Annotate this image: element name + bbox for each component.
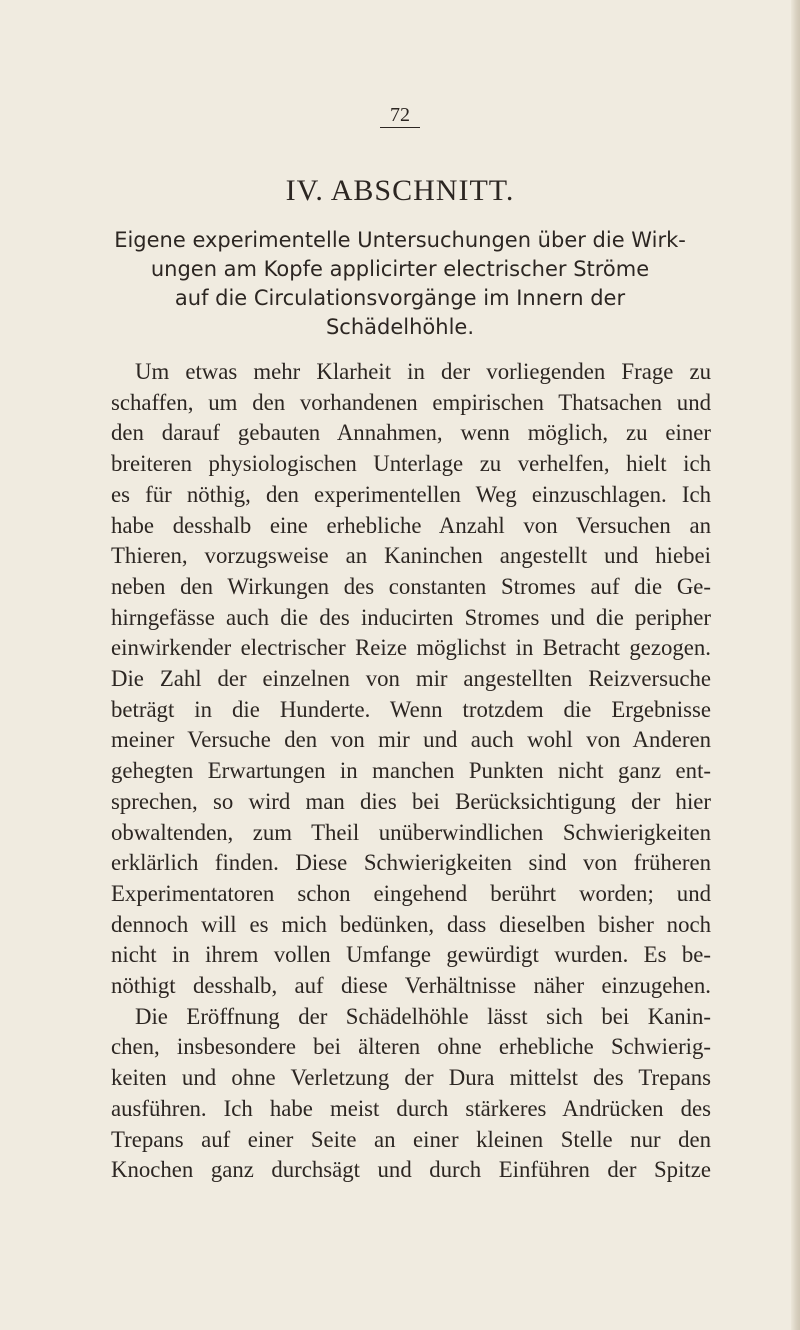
text-line: es für nöthig, den experimentellen Weg einzuschlagen. Ich	[111, 481, 711, 507]
text-line: chen, insbesondere bei älteren ohne erhebliche Schwierig-	[111, 1034, 711, 1060]
text-line: habe desshalb eine erhebliche Anzahl von Versuchen an	[111, 512, 711, 538]
text-line: schaffen, um den vorhandenen empirischen Thatsachen und	[111, 389, 711, 415]
text-line: breiteren physiologischen Unterlage zu verhelfen, hielt ich	[111, 451, 711, 477]
page-number	[0, 103, 800, 128]
paragraph-first-line: Die Eröffnung der Schädelhöhle lässt sich bei Kanin-	[135, 1003, 711, 1029]
text-line: Trepans auf einer Seite an einer kleinen Stelle nur den	[111, 1126, 711, 1152]
text-line: keiten und ohne Verletzung der Dura mittelst des Trepans	[111, 1065, 711, 1091]
text-line: neben den Wirkungen des constanten Stromes auf die Ge-	[111, 573, 711, 599]
text-line: erklärlich finden. Diese Schwierigkeiten sind von früheren	[111, 850, 711, 876]
subtitle-line: ungen am Kopfe applicirter electrischer Ströme	[150, 257, 650, 281]
text-line: Die Zahl der einzelnen von mir angestellten Reizversuche	[111, 666, 711, 692]
text-line: gehegten Erwartungen in manchen Punkten nicht ganz ent-	[111, 758, 711, 784]
subtitle-line: auf die Circulationsvorgänge im Innern der	[174, 286, 626, 310]
text-line: meiner Versuche den von mir und auch wohl von Anderen	[111, 727, 711, 753]
text-line: hirngefässe auch die des inducirten Stromes und die peripher	[111, 604, 711, 630]
text-line: den darauf gebauten Annahmen, wenn möglich, zu einer	[111, 420, 711, 446]
text-line: beträgt in die Hunderte. Wenn trotzdem die Ergebnisse	[111, 696, 711, 722]
text-line: obwaltenden, zum Theil unüberwindlichen Schwierigkeiten	[111, 819, 711, 845]
text-line: dennoch will es mich bedünken, dass dieselben bisher noch	[111, 911, 711, 937]
text-line: nicht in ihrem vollen Umfange gewürdigt wurden. Es be-	[111, 942, 711, 968]
text-line: Experimentatoren schon eingehend berührt worden; und	[111, 880, 711, 906]
subtitle-line: Eigene experimentelle Untersuchungen über die Wirk-	[114, 228, 686, 252]
paragraph-first-line: Um etwas mehr Klarheit in der vorliegenden Frage zu	[135, 359, 711, 384]
body-text	[111, 357, 711, 1186]
section-heading: IV. ABSCHNITT.	[285, 174, 515, 207]
text-line: nöthigt desshalb, auf diese Verhältnisse näher einzugehen.	[111, 973, 711, 999]
text-line: einwirkender electrischer Reize möglichst in Betracht gezogen.	[111, 635, 711, 661]
text-line: Thieren, vorzugsweise an Kaninchen angestellt und hiebei	[111, 543, 711, 569]
subtitle-line: Schädelhöhle.	[325, 315, 475, 339]
page-number-text: 72	[380, 103, 420, 128]
section-subtitle	[95, 226, 705, 342]
text-line: ausführen. Ich habe meist durch stärkeres Andrücken des	[111, 1095, 711, 1121]
text-line: Knochen ganz durchsägt und durch Einführen der Spitze	[111, 1157, 711, 1183]
text-line: sprechen, so wird man dies bei Berücksichtigung der hier	[111, 788, 711, 814]
